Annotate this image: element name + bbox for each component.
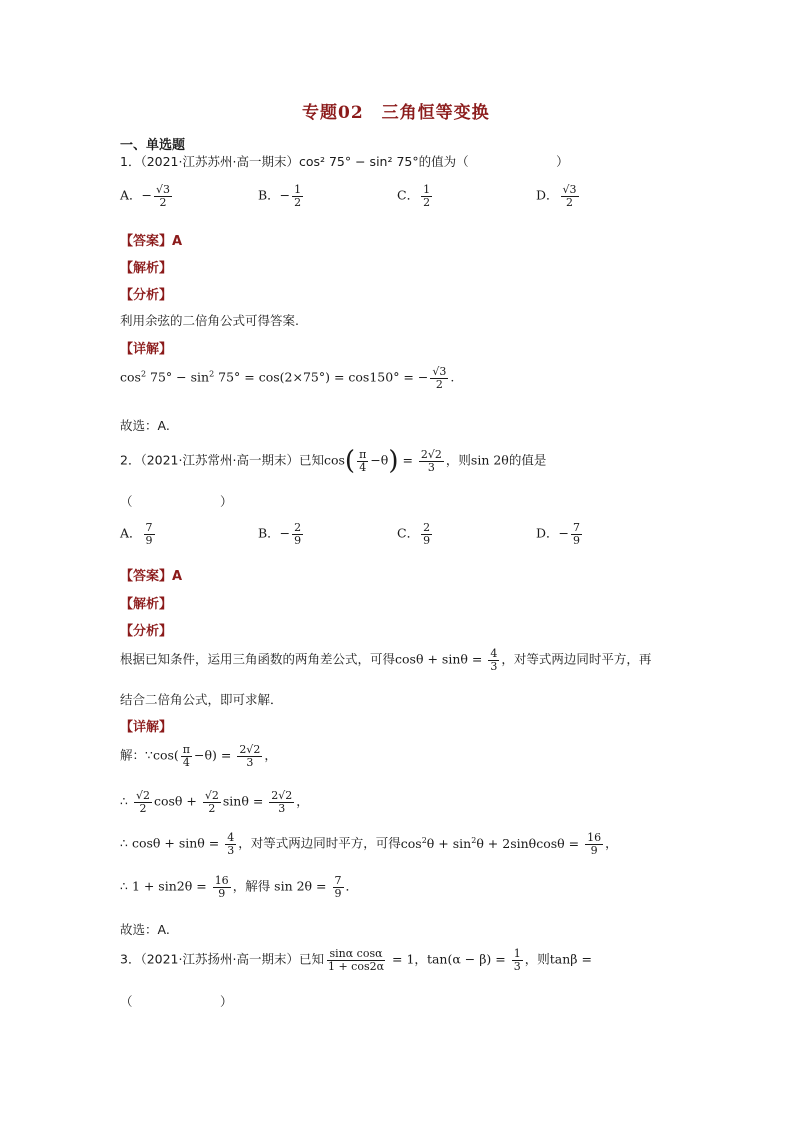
section-heading: 一、单选题: [120, 138, 186, 153]
q1-fenxi-label: 【分析】: [120, 288, 173, 303]
page-title: 专题02 三角恒等变换: [302, 103, 490, 123]
q2-analysis-line2: 结合二倍角公式，即可求解．: [120, 692, 283, 707]
q2-analysis-line1: 根据已知条件，运用三角函数的两角差公式，可得cosθ + sinθ = $\frac{4}{3}$ ，对等式两边同时平方，再: [120, 647, 652, 673]
q2-option-c: C． $\frac{2}{9}$: [397, 521, 431, 547]
q2-xiangjie-label: 【详解】: [120, 720, 173, 735]
q2-stem-paren: （ ）: [120, 494, 233, 509]
q2-detail-line1: 解：∵cos( $\frac{\pi}{4}$ −θ) = $\frac{2√2}{3}$ ，: [120, 743, 277, 769]
q3-stem: 3．（2021·江苏扬州·高一期末）已知 $\frac{\text{sinα cosα}}{1 + \cos 2\alpha}$ = 1，tan(α − β) = $\frac{1}{3}$ ，则tanβ =: [120, 947, 592, 973]
q2-detail-line3: ∴ cosθ + sinθ = $\frac{4}{3}$ ，对等式两边同时平方，可得$\cos^2\theta + \sin^2\theta + 2\sin\theta\cos\theta$ = $\frac{16}{9}$ ，: [120, 831, 618, 857]
q1-jiexi-label: 【解析】: [120, 261, 173, 276]
q1-option-c: C． $\frac{1}{2}$: [397, 183, 431, 209]
q2-fenxi-label: 【分析】: [120, 624, 173, 639]
q1-xiangjie-label: 【详解】: [120, 342, 173, 357]
q1-stem: 1．（2021·江苏苏州·高一期末）cos² 75° − sin² 75°的值为（ ）: [120, 154, 569, 169]
q2-answer: 【答案】A: [120, 569, 183, 584]
q1-option-a: A．− $\frac{√3}{2}$: [120, 183, 171, 209]
q1-option-b: B．− $\frac{1}{2}$: [258, 183, 302, 209]
q3-stem-paren: （ ）: [120, 994, 233, 1009]
q1-answer: 【答案】A: [120, 234, 183, 249]
q2-option-a: A． $\frac{7}{9}$: [120, 521, 153, 547]
q2-option-d: D．− $\frac{7}{9}$: [536, 521, 580, 547]
q2-detail-line2: ∴ $\frac{√2}{2}$ cosθ + $\frac{√2}{2}$ sinθ = $\frac{2√2}{3}$ ，: [120, 789, 309, 815]
q1-analysis: 利用余弦的二倍角公式可得答案.: [120, 313, 299, 328]
q2-option-b: B．− $\frac{2}{9}$: [258, 521, 302, 547]
q2-jiexi-label: 【解析】: [120, 597, 173, 612]
q1-detail: $\cos^2 75^\circ - \sin^2 75^\circ = \cos(2\times 75^\circ) = \cos 150^\circ$ = − $\frac{√3}{2}$ .: [120, 365, 455, 391]
q2-stem: 2．（2021·江苏常州·高一期末）已知cos( $\frac{\pi}{4}$ −θ) = $\frac{2√2}{3}$ ，则sin 2θ的值是: [120, 446, 547, 476]
q2-detail-line4: ∴ 1 + sin2θ = $\frac{16}{9}$ ，解得 sin 2θ = $\frac{7}{9}$ ．: [120, 874, 359, 900]
q1-choose: 故选：A.: [120, 418, 170, 433]
q1-option-d: D． $\frac{√3}{2}$: [536, 183, 577, 209]
q2-choose: 故选：A.: [120, 922, 170, 937]
